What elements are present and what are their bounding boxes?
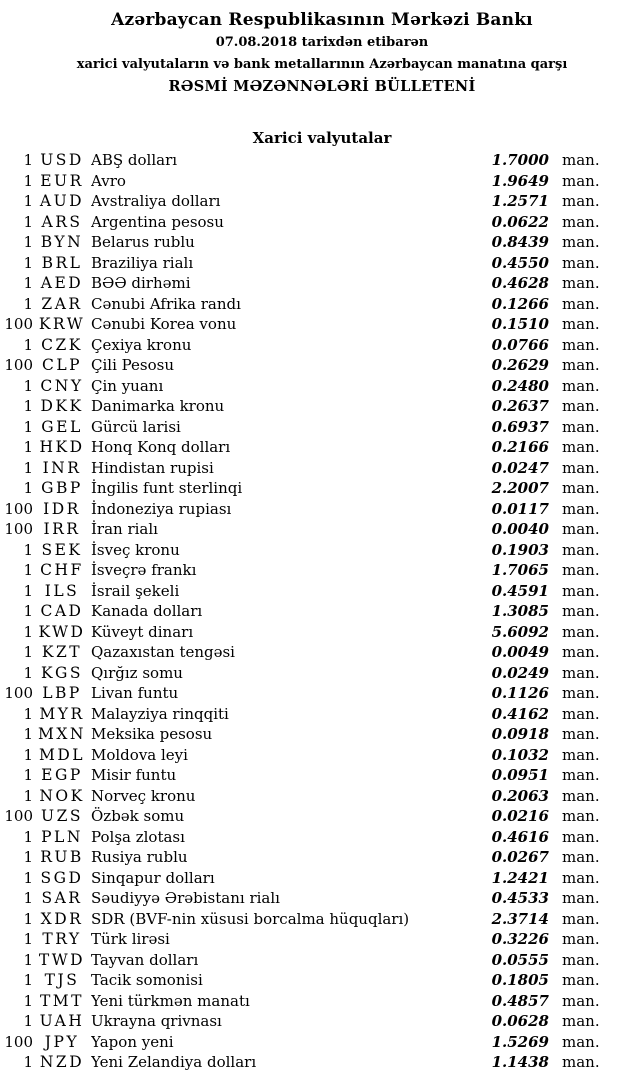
unit-label: man. xyxy=(562,335,600,354)
rate-value: 0.0247 xyxy=(491,458,549,477)
nominal-value: 1 xyxy=(23,561,33,579)
currency-name: Qırğız somu xyxy=(91,663,183,682)
table-row xyxy=(0,991,620,1012)
currency-code: GBP xyxy=(41,479,83,497)
unit-label: man. xyxy=(562,171,600,190)
nominal-value: 100 xyxy=(4,684,33,702)
nominal-value: 1 xyxy=(23,971,33,989)
table-row xyxy=(0,704,620,725)
unit-label: man. xyxy=(562,376,600,395)
nominal-value: 1 xyxy=(23,622,33,641)
nominal-value: 1 xyxy=(23,253,33,272)
currency-code: BYN xyxy=(40,233,84,251)
unit-label: man. xyxy=(562,581,600,600)
unit-label: man. xyxy=(562,786,600,805)
unit-label: man. xyxy=(562,499,600,518)
table-row xyxy=(0,642,620,663)
unit-label: man. xyxy=(562,622,600,641)
currency-code: TMT xyxy=(39,991,85,1010)
rate-value: 0.0951 xyxy=(491,766,549,784)
nominal-value: 1 xyxy=(23,212,33,231)
rate-value: 0.2629 xyxy=(491,356,549,374)
currency-name: Moldova leyi xyxy=(91,745,188,764)
currency-code: USD xyxy=(40,151,84,169)
nominal-value: 1 xyxy=(23,540,33,559)
rate-value: 0.0117 xyxy=(491,499,549,518)
unit-label: man. xyxy=(562,356,600,374)
currency-code: CLP xyxy=(41,356,83,374)
table-row xyxy=(0,1032,620,1053)
currency-code: ARS xyxy=(41,212,83,231)
nominal-value: 1 xyxy=(23,581,33,600)
currency-code: LBP xyxy=(42,684,82,702)
currency-name: Ukrayna qrivnası xyxy=(91,1012,222,1030)
currency-code: KZT xyxy=(41,643,83,661)
nominal-value: 1 xyxy=(23,479,33,497)
table-row xyxy=(0,355,620,376)
rate-value: 0.0628 xyxy=(491,1012,549,1030)
currency-code: IRR xyxy=(43,520,81,538)
unit-label: man. xyxy=(562,561,600,579)
unit-label: man. xyxy=(562,991,600,1010)
currency-code: KGS xyxy=(40,663,84,682)
nominal-value: 1 xyxy=(23,786,33,805)
table-row xyxy=(0,478,620,499)
nominal-value: 100 xyxy=(4,315,33,333)
currency-name: Honq Konq dolları xyxy=(91,438,231,456)
currency-name: Cənubi Afrika randı xyxy=(91,294,241,313)
nominal-value: 1 xyxy=(23,1012,33,1030)
section-title-foreign-currencies: Xarici valyutalar xyxy=(252,129,392,147)
nominal-value: 1 xyxy=(23,294,33,313)
effective-date-line: 07.08.2018 tarixdən etibarən xyxy=(215,35,429,50)
table-row xyxy=(0,314,620,335)
document-header xyxy=(0,0,620,98)
unit-label: man. xyxy=(562,889,600,907)
table-row xyxy=(0,970,620,991)
currency-code: ZAR xyxy=(41,294,83,313)
currency-code: INR xyxy=(42,458,82,477)
nominal-value: 1 xyxy=(23,663,33,682)
rate-value: 0.4628 xyxy=(491,274,549,292)
unit-label: man. xyxy=(562,909,600,928)
currency-code: EGP xyxy=(41,766,83,784)
currency-code: JPY xyxy=(44,1032,80,1051)
table-row xyxy=(0,294,620,315)
currency-name: Misir funtu xyxy=(91,766,177,784)
table-row xyxy=(0,171,620,192)
currency-name: İngilis funt sterlinqi xyxy=(91,479,243,497)
rate-value: 0.0040 xyxy=(491,520,549,538)
currency-name: Belarus rublu xyxy=(91,233,195,251)
currency-code: MYR xyxy=(39,704,85,723)
unit-label: man. xyxy=(562,602,600,620)
unit-label: man. xyxy=(562,397,600,415)
rate-value: 2.2007 xyxy=(491,479,549,497)
currency-code: CNY xyxy=(40,376,84,395)
unit-label: man. xyxy=(562,1032,600,1051)
currency-name: Malayziya rinqqiti xyxy=(91,704,229,723)
currency-code: TWD xyxy=(38,950,86,969)
table-row xyxy=(0,806,620,827)
table-row xyxy=(0,232,620,253)
nominal-value: 1 xyxy=(23,274,33,292)
rate-value: 0.2637 xyxy=(491,397,549,415)
currency-code: CAD xyxy=(40,602,84,620)
nominal-value: 100 xyxy=(4,520,33,538)
nominal-value: 1 xyxy=(23,868,33,887)
nominal-value: 1 xyxy=(23,766,33,784)
nominal-value: 1 xyxy=(23,171,33,190)
nominal-value: 1 xyxy=(23,930,33,948)
table-row xyxy=(0,417,620,438)
currency-name: SDR (BVF-nin xüsusi borcalma hüquqları) xyxy=(91,909,410,928)
unit-label: man. xyxy=(562,294,600,313)
rate-value: 0.4550 xyxy=(491,253,549,272)
bulletin-title: RƏSMİ MƏZƏNNƏLƏRİ BÜLLETENİ xyxy=(168,78,476,95)
rate-value: 5.6092 xyxy=(491,622,549,641)
currency-code: IDR xyxy=(43,499,81,518)
currency-code: PLN xyxy=(41,827,83,846)
currency-code: RUB xyxy=(40,848,84,866)
nominal-value: 1 xyxy=(23,704,33,723)
unit-label: man. xyxy=(562,827,600,846)
table-row xyxy=(0,765,620,786)
currency-name: Səudiyyə Ərəbistanı rialı xyxy=(91,889,280,907)
currency-name: Hindistan rupisi xyxy=(91,458,214,477)
table-row xyxy=(0,601,620,622)
unit-label: man. xyxy=(562,868,600,887)
currency-code: GEL xyxy=(41,417,83,436)
table-row xyxy=(0,1052,620,1073)
currency-name: İndoneziya rupiası xyxy=(91,499,232,518)
currency-name: Polşa zlotası xyxy=(91,827,185,846)
currency-name: Türk lirəsi xyxy=(91,930,170,948)
rate-value: 0.2480 xyxy=(491,376,549,395)
rate-value: 0.4857 xyxy=(491,991,549,1010)
nominal-value: 1 xyxy=(23,602,33,620)
unit-label: man. xyxy=(562,192,600,210)
currency-name: Sinqapur dolları xyxy=(91,868,215,887)
table-row xyxy=(0,868,620,889)
unit-label: man. xyxy=(562,745,600,764)
unit-label: man. xyxy=(562,684,600,702)
currency-code: AUD xyxy=(39,192,85,210)
currency-code: DKK xyxy=(40,397,84,415)
nominal-value: 100 xyxy=(4,1032,33,1051)
unit-label: man. xyxy=(562,704,600,723)
nominal-value: 1 xyxy=(23,458,33,477)
unit-label: man. xyxy=(562,1012,600,1030)
currency-name: Rusiya rublu xyxy=(91,848,188,866)
rate-value: 0.1126 xyxy=(491,684,549,702)
table-row xyxy=(0,540,620,561)
currency-name: Livan funtu xyxy=(91,684,179,702)
rate-value: 0.0622 xyxy=(491,212,549,231)
table-row xyxy=(0,950,620,971)
table-row xyxy=(0,458,620,479)
rate-value: 0.0766 xyxy=(491,335,549,354)
currency-code: SEK xyxy=(41,540,83,559)
currency-code: NZD xyxy=(39,1053,85,1071)
table-row xyxy=(0,273,620,294)
table-row xyxy=(0,376,620,397)
nominal-value: 1 xyxy=(23,1053,33,1071)
currency-name: Özbək somu xyxy=(91,807,185,825)
currency-name: Yeni türkmən manatı xyxy=(91,991,250,1010)
currency-name: İsveç kronu xyxy=(91,540,180,559)
table-row xyxy=(0,786,620,807)
unit-label: man. xyxy=(562,212,600,231)
currency-code: ILS xyxy=(44,581,80,600)
currency-code: EUR xyxy=(40,171,84,190)
unit-label: man. xyxy=(562,520,600,538)
rate-value: 0.2166 xyxy=(491,438,549,456)
currency-code: TRY xyxy=(42,930,82,948)
currency-code: MXN xyxy=(38,725,86,743)
table-row xyxy=(0,212,620,233)
table-row xyxy=(0,437,620,458)
currency-code: BRL xyxy=(41,253,83,272)
currency-name: Danimarka kronu xyxy=(91,397,225,415)
table-row xyxy=(0,150,620,171)
currency-name: Meksika pesosu xyxy=(91,725,213,743)
currency-code: XDR xyxy=(40,909,84,928)
rate-value: 0.4616 xyxy=(491,827,549,846)
nominal-value: 1 xyxy=(23,950,33,969)
currency-name: Kanada dolları xyxy=(91,602,203,620)
unit-label: man. xyxy=(562,274,600,292)
unit-label: man. xyxy=(562,417,600,436)
table-row xyxy=(0,724,620,745)
nominal-value: 1 xyxy=(23,397,33,415)
currency-name: İsrail şekeli xyxy=(91,581,180,600)
table-row xyxy=(0,1011,620,1032)
nominal-value: 1 xyxy=(23,438,33,456)
currency-name: Gürcü larisi xyxy=(91,417,181,436)
table-row xyxy=(0,191,620,212)
unit-label: man. xyxy=(562,725,600,743)
nominal-value: 1 xyxy=(23,376,33,395)
currency-code: KWD xyxy=(38,622,86,641)
nominal-value: 1 xyxy=(23,889,33,907)
rate-value: 0.1510 xyxy=(491,315,549,333)
currency-name: ABŞ dolları xyxy=(91,151,178,169)
rate-value: 0.0267 xyxy=(491,848,549,866)
rate-value: 0.3226 xyxy=(491,930,549,948)
table-row xyxy=(0,683,620,704)
nominal-value: 100 xyxy=(4,499,33,518)
currency-name: Tacik somonisi xyxy=(91,971,203,989)
table-row xyxy=(0,253,620,274)
table-row xyxy=(0,622,620,643)
currency-name: Norveç kronu xyxy=(91,786,196,805)
currency-name: Tayvan dolları xyxy=(91,950,199,969)
currency-code: SGD xyxy=(40,868,84,887)
nominal-value: 1 xyxy=(23,848,33,866)
nominal-value: 1 xyxy=(23,827,33,846)
nominal-value: 1 xyxy=(23,335,33,354)
rate-value: 1.9649 xyxy=(491,171,549,190)
unit-label: man. xyxy=(562,438,600,456)
table-row xyxy=(0,663,620,684)
unit-label: man. xyxy=(562,930,600,948)
unit-label: man. xyxy=(562,540,600,559)
rate-value: 0.0918 xyxy=(491,725,549,743)
rate-value: 1.2571 xyxy=(491,192,549,210)
currency-code: CZK xyxy=(41,335,83,354)
rates-table xyxy=(0,150,620,1073)
bank-name-title: Azərbaycan Respublikasının Mərkəzi Bankı xyxy=(111,10,533,30)
nominal-value: 1 xyxy=(23,909,33,928)
rate-value: 0.4591 xyxy=(491,581,549,600)
table-row xyxy=(0,581,620,602)
currency-code: UAH xyxy=(39,1012,85,1030)
table-row xyxy=(0,888,620,909)
unit-label: man. xyxy=(562,663,600,682)
unit-label: man. xyxy=(562,950,600,969)
table-row xyxy=(0,909,620,930)
currency-code: UZS xyxy=(41,807,83,825)
table-row xyxy=(0,499,620,520)
nominal-value: 1 xyxy=(23,725,33,743)
table-row xyxy=(0,929,620,950)
rate-value: 0.1032 xyxy=(491,745,549,764)
currency-code: KRW xyxy=(38,315,86,333)
rate-value: 1.5269 xyxy=(491,1032,549,1051)
table-row xyxy=(0,745,620,766)
currency-code: HKD xyxy=(39,438,85,456)
unit-label: man. xyxy=(562,807,600,825)
currency-name: Yapon yeni xyxy=(91,1032,174,1051)
nominal-value: 1 xyxy=(23,745,33,764)
rate-value: 0.4162 xyxy=(491,704,549,723)
rate-value: 1.2421 xyxy=(491,868,549,887)
rate-value: 1.7000 xyxy=(491,151,549,169)
currency-name: Çexiya kronu xyxy=(91,335,192,354)
unit-label: man. xyxy=(562,458,600,477)
currency-code: SAR xyxy=(41,889,83,907)
rate-value: 0.2063 xyxy=(491,786,549,805)
rate-value: 0.0216 xyxy=(491,807,549,825)
currency-code: MDL xyxy=(38,745,86,764)
currency-name: Qazaxıstan tengəsi xyxy=(91,643,235,661)
table-row xyxy=(0,519,620,540)
unit-label: man. xyxy=(562,848,600,866)
nominal-value: 100 xyxy=(4,807,33,825)
nominal-value: 1 xyxy=(23,643,33,661)
unit-label: man. xyxy=(562,151,600,169)
unit-label: man. xyxy=(562,315,600,333)
currency-name: İran rialı xyxy=(91,520,158,538)
table-row xyxy=(0,827,620,848)
table-row xyxy=(0,847,620,868)
currency-name: Küveyt dinarı xyxy=(91,622,194,641)
rate-value: 1.1438 xyxy=(491,1053,549,1071)
currency-name: Argentina pesosu xyxy=(91,212,224,231)
currency-name: Cənubi Korea vonu xyxy=(91,315,237,333)
nominal-value: 1 xyxy=(23,233,33,251)
nominal-value: 100 xyxy=(4,356,33,374)
unit-label: man. xyxy=(562,971,600,989)
table-row xyxy=(0,560,620,581)
unit-label: man. xyxy=(562,479,600,497)
unit-label: man. xyxy=(562,1053,600,1071)
currency-name: Avstraliya dolları xyxy=(91,192,221,210)
rate-value: 2.3714 xyxy=(491,909,549,928)
currency-code: CHF xyxy=(40,561,84,579)
currency-name: Yeni Zelandiya dolları xyxy=(91,1053,257,1071)
rate-value: 0.4533 xyxy=(491,889,549,907)
unit-label: man. xyxy=(562,253,600,272)
nominal-value: 1 xyxy=(23,991,33,1010)
rate-value: 0.6937 xyxy=(491,417,549,436)
rate-value: 0.0249 xyxy=(491,663,549,682)
nominal-value: 1 xyxy=(23,151,33,169)
rate-value: 0.1903 xyxy=(491,540,549,559)
table-row xyxy=(0,335,620,356)
currency-name: Avro xyxy=(91,171,126,190)
currency-name: Çin yuanı xyxy=(91,376,164,395)
rate-value: 0.8439 xyxy=(491,233,549,251)
unit-label: man. xyxy=(562,766,600,784)
rate-value: 0.0555 xyxy=(491,950,549,969)
rate-value: 1.3085 xyxy=(491,602,549,620)
rate-value: 0.1266 xyxy=(491,294,549,313)
scope-line: xarici valyutaların və bank metallarının Azərbaycan manatına qarşı xyxy=(76,57,568,72)
currency-name: BƏƏ dirhəmi xyxy=(91,274,191,292)
currency-code: AED xyxy=(40,274,84,292)
currency-name: Çili Pesosu xyxy=(91,356,175,374)
currency-code: TJS xyxy=(44,971,80,989)
rate-value: 0.1805 xyxy=(491,971,549,989)
rate-value: 1.7065 xyxy=(491,561,549,579)
currency-name: Braziliya rialı xyxy=(91,253,194,272)
rate-value: 0.0049 xyxy=(491,643,549,661)
table-row xyxy=(0,396,620,417)
currency-name: İsveçrə frankı xyxy=(91,561,197,579)
currency-code: NOK xyxy=(39,786,85,805)
nominal-value: 1 xyxy=(23,417,33,436)
nominal-value: 1 xyxy=(23,192,33,210)
unit-label: man. xyxy=(562,643,600,661)
unit-label: man. xyxy=(562,233,600,251)
